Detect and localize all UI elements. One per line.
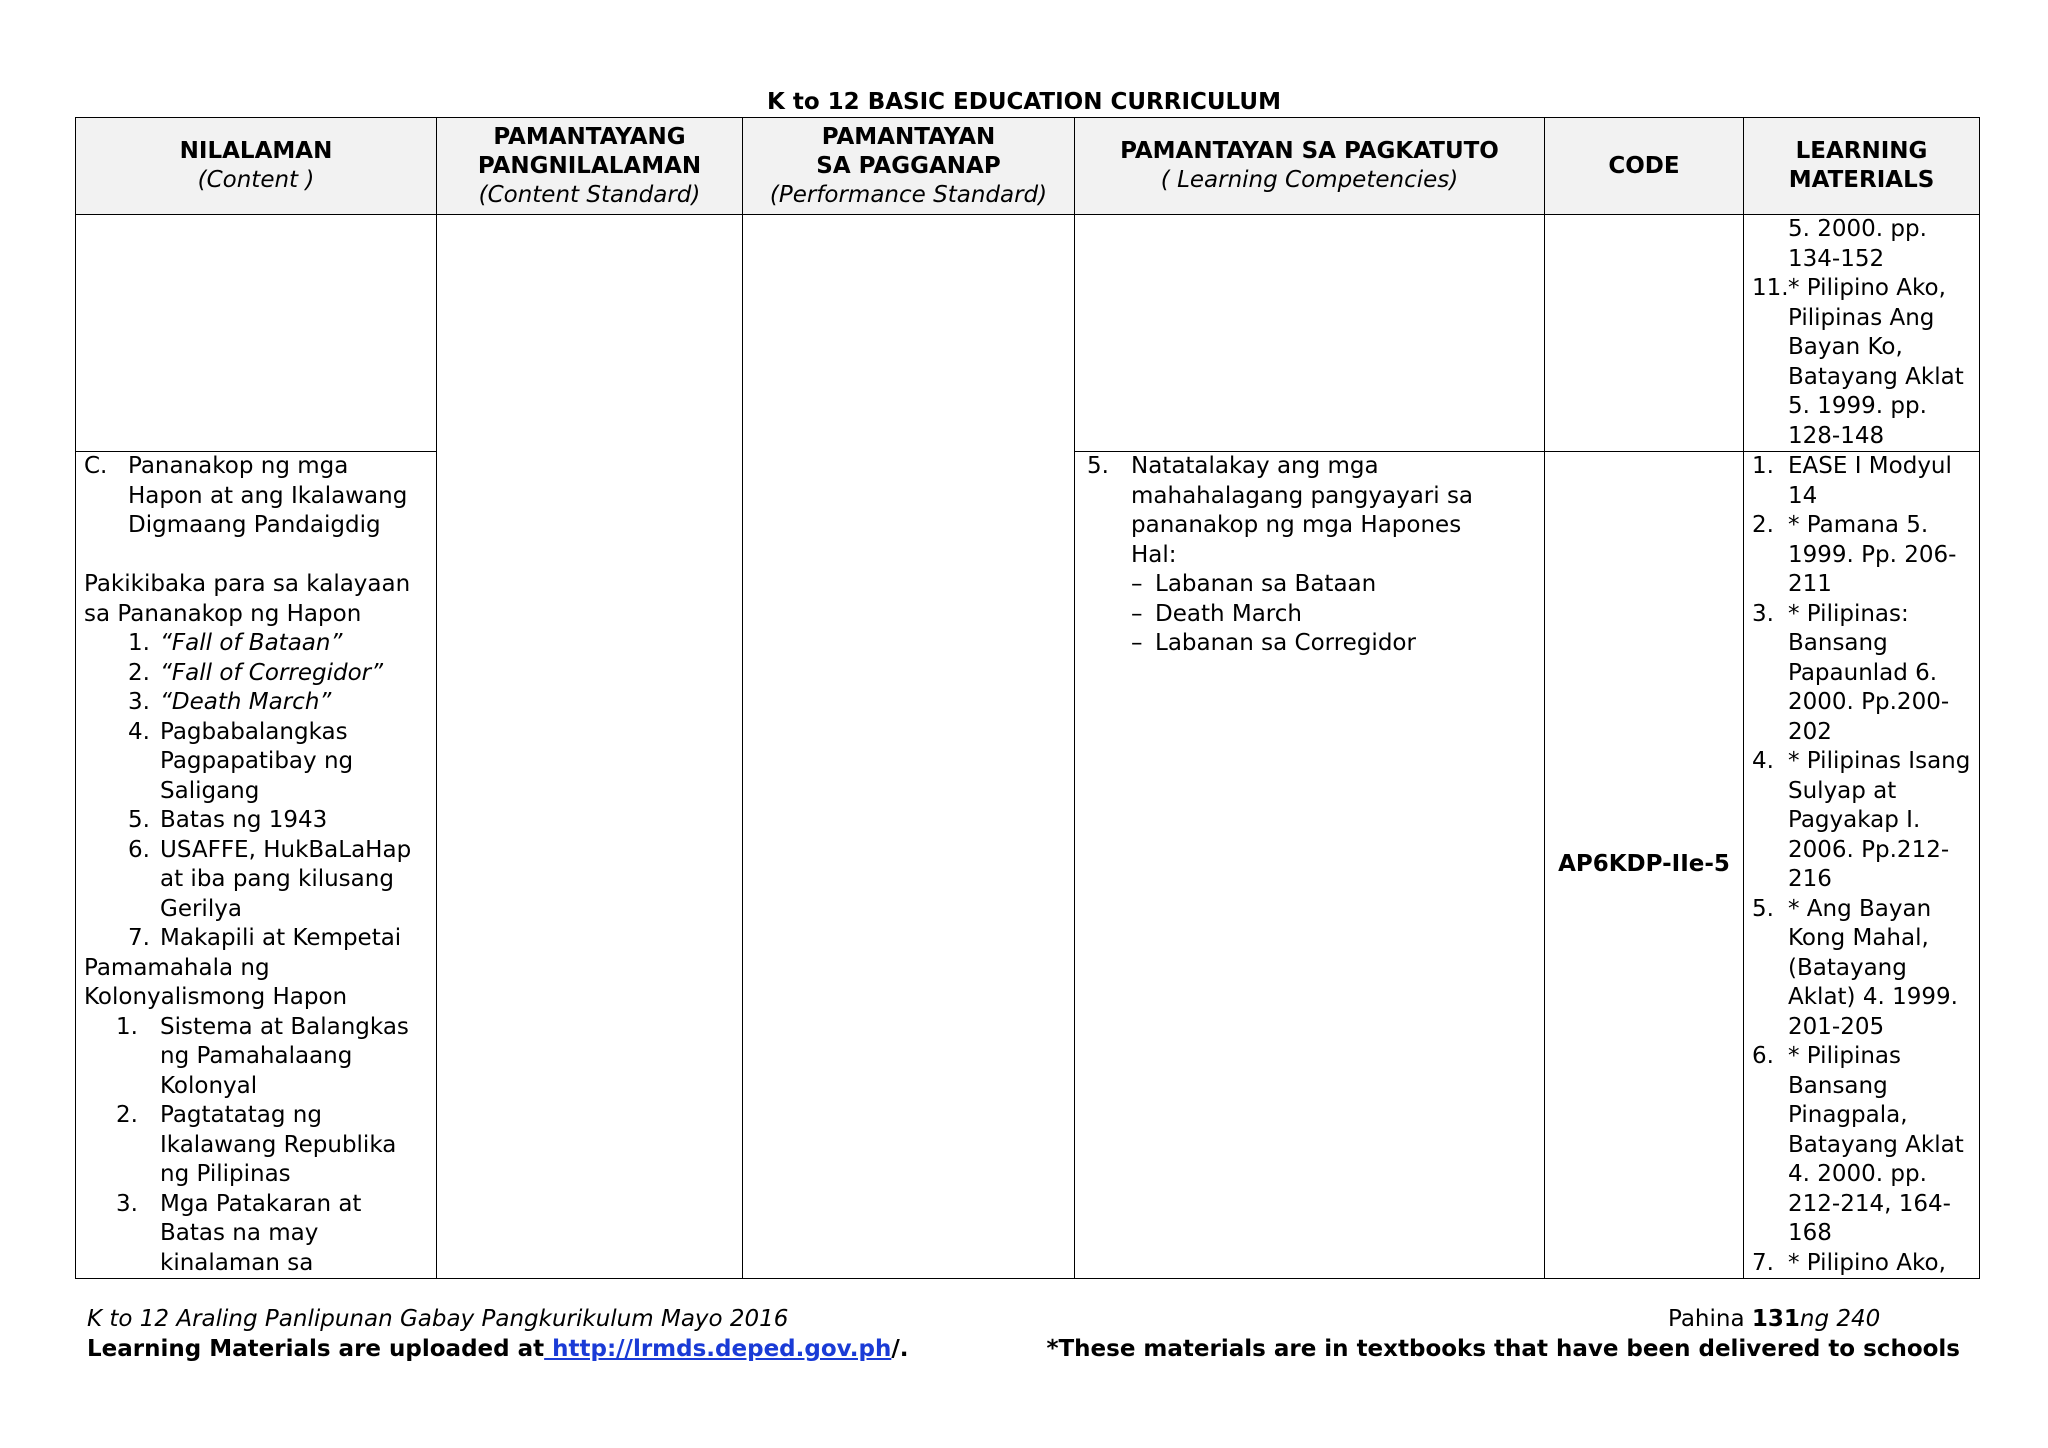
competency-examples — [1131, 570, 1536, 659]
header-competencies: PAMANTAYAN SA PAGKATUTO ( Learning Competencies) — [1075, 118, 1545, 215]
header-performance-standard: PAMANTAYAN SA PAGGANAP (Performance Standard) — [743, 118, 1075, 215]
list-item: 1. “Fall of Bataan” — [128, 630, 343, 656]
header-row — [76, 118, 1980, 215]
list-item: – Labanan sa Bataan — [1131, 571, 1377, 597]
list-item: 2. * Pamana 5. 1999. Pp. 206-211 — [1752, 512, 1957, 597]
list-item: 2. Pagtatatag ng Ikalawang Republika ng Pilipinas — [116, 1102, 397, 1187]
list-item: 5. * Ang Bayan Kong Mahal, (Batayang Aklat) 4. 1999. 201-205 — [1752, 895, 1958, 1040]
list-item: 3. Mga Patakaran at Batas na may kinalaman sa — [116, 1190, 362, 1276]
content-list-2 — [84, 1013, 428, 1279]
header-materials: LEARNING MATERIALS — [1744, 118, 1980, 215]
competency-hal: Hal: — [1131, 541, 1177, 568]
list-item: 11. * Pilipino Ako, Pilipinas Ang Bayan Ko, Batayang Aklat 5. 1999. pp. 128-148 — [1752, 275, 1964, 449]
list-item: 5. Batas ng 1943 — [128, 807, 328, 833]
code-cell — [1545, 452, 1744, 1279]
footer-upload: Learning Materials are uploaded at http://lrmds.deped.gov.ph/. — [87, 1336, 909, 1362]
materials-list — [1752, 274, 1971, 451]
list-item: 4. Pagbabalangkas Pagpapatibay ng Saligang — [128, 718, 354, 804]
list-item: C. Pananakop ng mga Hapon at ang Ikalawang Digmaang Pandaigdig — [84, 453, 408, 538]
competency-list — [1083, 452, 1536, 659]
competency-cell — [1075, 215, 1545, 452]
list-item: 3. * Pilipinas: Bansang Papaunlad 6. 2000. Pp.200-202 — [1752, 600, 1950, 745]
competency-code: AP6KDP-IIe-5 — [1558, 851, 1730, 878]
materials-continuation: 5. 2000. pp. 134-152 — [1788, 216, 1927, 272]
materials-cell — [1744, 452, 1980, 1279]
table-row — [76, 215, 1980, 452]
content-heading-list — [84, 452, 428, 541]
list-item: 1. EASE I Modyul 14 — [1752, 453, 1952, 509]
page-number: Pahina 131ng 240 — [1668, 1306, 1881, 1332]
content-cell — [76, 452, 437, 1279]
lrmds-link[interactable]: http://lrmds.deped.gov.ph — [544, 1336, 892, 1362]
content-list-1 — [84, 629, 428, 954]
header-content: NILALAMAN (Content ) — [76, 118, 437, 215]
list-item: 5. Natatalakay ang mga mahahalagang pangyayari sa pananakop ng mga Hapones Hal: – Labanan sa Bataan – Death March – Labanan sa Corregidor — [1083, 452, 1536, 659]
list-item: 3. “Death March” — [128, 689, 332, 715]
materials-list — [1752, 452, 1971, 1278]
content-cell — [76, 215, 437, 452]
competency-text: Natatalakay ang mga mahahalagang pangyayari sa pananakop ng mga Hapones — [1131, 453, 1474, 538]
list-item: 2. “Fall of Corregidor” — [128, 659, 384, 686]
list-item: – Labanan sa Corregidor — [1131, 630, 1416, 656]
content-paragraph: Pamamahala ng Kolonyalismong Hapon — [84, 954, 348, 1010]
list-item: 6. * Pilipinas Bansang Pinagpala, Batayang Aklat 4. 2000. pp. 212-214, 164-168 — [1752, 1043, 1964, 1246]
list-item: 4. * Pilipinas Isang Sulyap at Pagyakap I. 2006. Pp.212-216 — [1752, 748, 1971, 892]
list-item: – Death March — [1131, 600, 1302, 627]
footer-guide: K to 12 Araling Panlipunan Gabay Pangkurikulum Mayo 2016 — [87, 1306, 789, 1332]
list-item: 7. * Pilipino Ako, — [1752, 1249, 1946, 1276]
code-cell — [1545, 215, 1744, 452]
header-code: CODE — [1545, 118, 1744, 215]
header-content-standard: PAMANTAYANG PANGNILALAMAN (Content Standard) — [437, 118, 743, 215]
list-item: 7. Makapili at Kempetai — [128, 925, 402, 951]
curriculum-table — [75, 117, 1980, 1279]
document-title: K to 12 BASIC EDUCATION CURRICULUM — [767, 89, 1281, 115]
content-paragraph: Pakikibaka para sa kalayaan sa Pananakop ng Hapon — [84, 571, 411, 627]
content-standard-cell — [437, 215, 743, 1279]
materials-cell — [1744, 215, 1980, 452]
footer-note: *These materials are in textbooks that have been delivered to schools — [1046, 1336, 1960, 1362]
competency-cell — [1075, 452, 1545, 1279]
list-item: 1. Sistema at Balangkas ng Pamahalaang Kolonyal — [116, 1013, 409, 1099]
list-item: 6. USAFFE, HukBaLaHap at iba pang kilusang Gerilya — [128, 836, 412, 922]
performance-standard-cell — [743, 215, 1075, 1279]
